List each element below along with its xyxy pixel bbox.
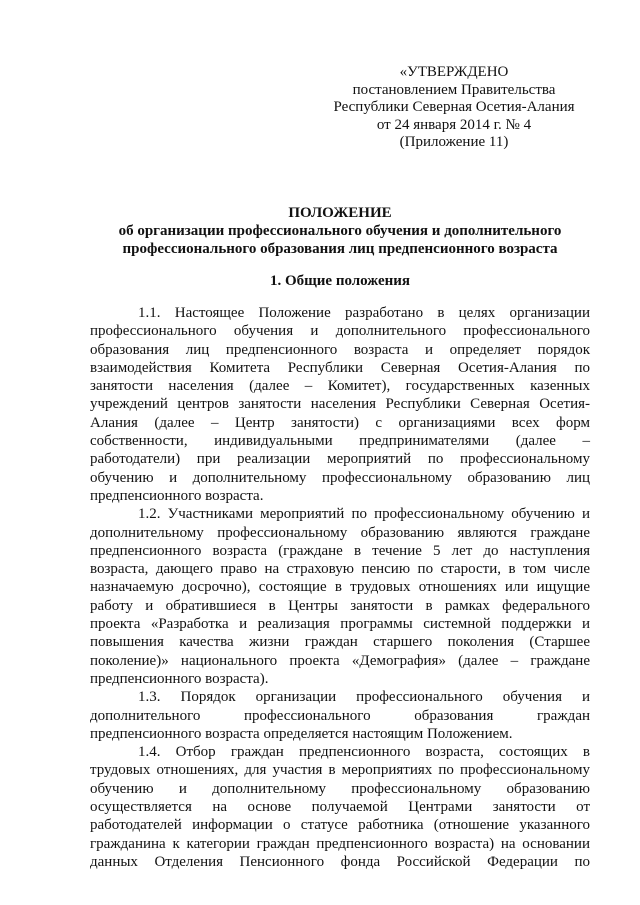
paragraph-line: 1.1. Настоящее Положение разработано в целях организации xyxy=(138,305,590,321)
paragraph-line: дополнительному профессиональному образованию являются граждане xyxy=(90,524,590,541)
document-subtitle-line: об организации профессионального обучения и дополнительного xyxy=(118,223,562,239)
approval-line: «УТВЕРЖДЕНО xyxy=(399,64,509,80)
paragraph-line: предпенсионного возраста). xyxy=(90,670,269,687)
paragraph xyxy=(90,688,590,743)
paragraph-line: образования лиц предпенсионного возраста и определяет порядок xyxy=(90,341,590,358)
approval-line: от 24 января 2014 г. № 4 xyxy=(376,116,532,133)
approval-stamp xyxy=(318,64,590,152)
paragraph-line: работодатели) при реализации мероприятий по профессиональному xyxy=(90,451,590,468)
paragraph-line: предпенсионного возраста определяется настоящим Положением. xyxy=(90,725,513,742)
approval-line: постановлением Правительства xyxy=(352,81,556,98)
paragraph-line: 1.2. Участниками мероприятий по профессиональному обучению и xyxy=(138,506,590,523)
document-title: ПОЛОЖЕНИЕ xyxy=(288,205,392,221)
paragraph-line: работу и обратившиеся в Центры занятости в рамках федерального xyxy=(90,597,590,614)
paragraph-line: назначаемую досрочно), состоящие в трудовых отношениях или ищущие xyxy=(90,579,590,596)
paragraph-line: трудовых отношениях, для участия в мероприятиях по профессиональному xyxy=(90,762,590,779)
paragraph-line: повышения качества жизни граждан старшего поколения (Старшее xyxy=(90,634,590,651)
paragraph-line: данных Отделения Пенсионного фонда Российской Федерации по xyxy=(90,853,590,870)
paragraph-line: поколение)» национального проекта «Демография» (далее – граждане xyxy=(90,652,590,669)
paragraph-line: Алания (далее – Центр занятости) с организациями всех форм xyxy=(90,414,590,431)
document-body xyxy=(90,304,590,871)
paragraph-line: работодателей информации о статусе работника (отношение указанного xyxy=(90,817,590,834)
paragraph-line: предпенсионного возраста (граждане в течение 5 лет до наступления xyxy=(90,542,590,559)
paragraph-line: 1.4. Отбор граждан предпенсионного возраста, состоящих в xyxy=(138,744,590,761)
paragraph xyxy=(90,505,590,688)
paragraph xyxy=(90,304,590,505)
approval-line: Республики Северная Осетия-Алания xyxy=(333,99,575,115)
paragraph-line: собственности, индивидуальными предпринимателями (далее – xyxy=(90,433,590,450)
paragraph-line: учреждений центров занятости населения Республики Северная Осетия- xyxy=(90,396,590,413)
document-subtitle-line: профессионального образования лиц предпенсионного возраста xyxy=(122,241,558,257)
paragraph-line: обучению и дополнительному профессиональному образованию xyxy=(90,780,590,797)
paragraph-line: проекта «Разработка и реализация программы системной поддержки и xyxy=(90,616,590,633)
paragraph-line: взаимодействия Комитета Республики Северная Осетия-Алания по xyxy=(90,359,590,376)
document-title-block xyxy=(90,204,590,258)
paragraph-line: гражданина к категории граждан предпенсионного возраста) на основании xyxy=(90,835,590,852)
paragraph-line: дополнительного профессионального образования граждан xyxy=(90,707,590,724)
section-heading: 1. Общие положения xyxy=(269,273,411,289)
paragraph-line: 1.3. Порядок организации профессионального обучения и xyxy=(138,689,590,706)
paragraph-line: занятости населения (далее – Комитет), государственных казенных xyxy=(90,378,590,395)
paragraph xyxy=(90,743,590,871)
paragraph-line: профессионального обучения и дополнительного профессионального xyxy=(90,323,590,340)
paragraph-line: обучению и дополнительному профессиональному образованию лиц xyxy=(90,469,590,486)
paragraph-line: возраста, дающего право на страховую пенсию по старости, в том числе xyxy=(90,561,590,578)
paragraph-line: предпенсионного возраста. xyxy=(90,487,264,504)
paragraph-line: осуществляется на основе получаемой Центрами занятости от xyxy=(90,799,590,816)
approval-line: (Приложение 11) xyxy=(399,134,509,150)
